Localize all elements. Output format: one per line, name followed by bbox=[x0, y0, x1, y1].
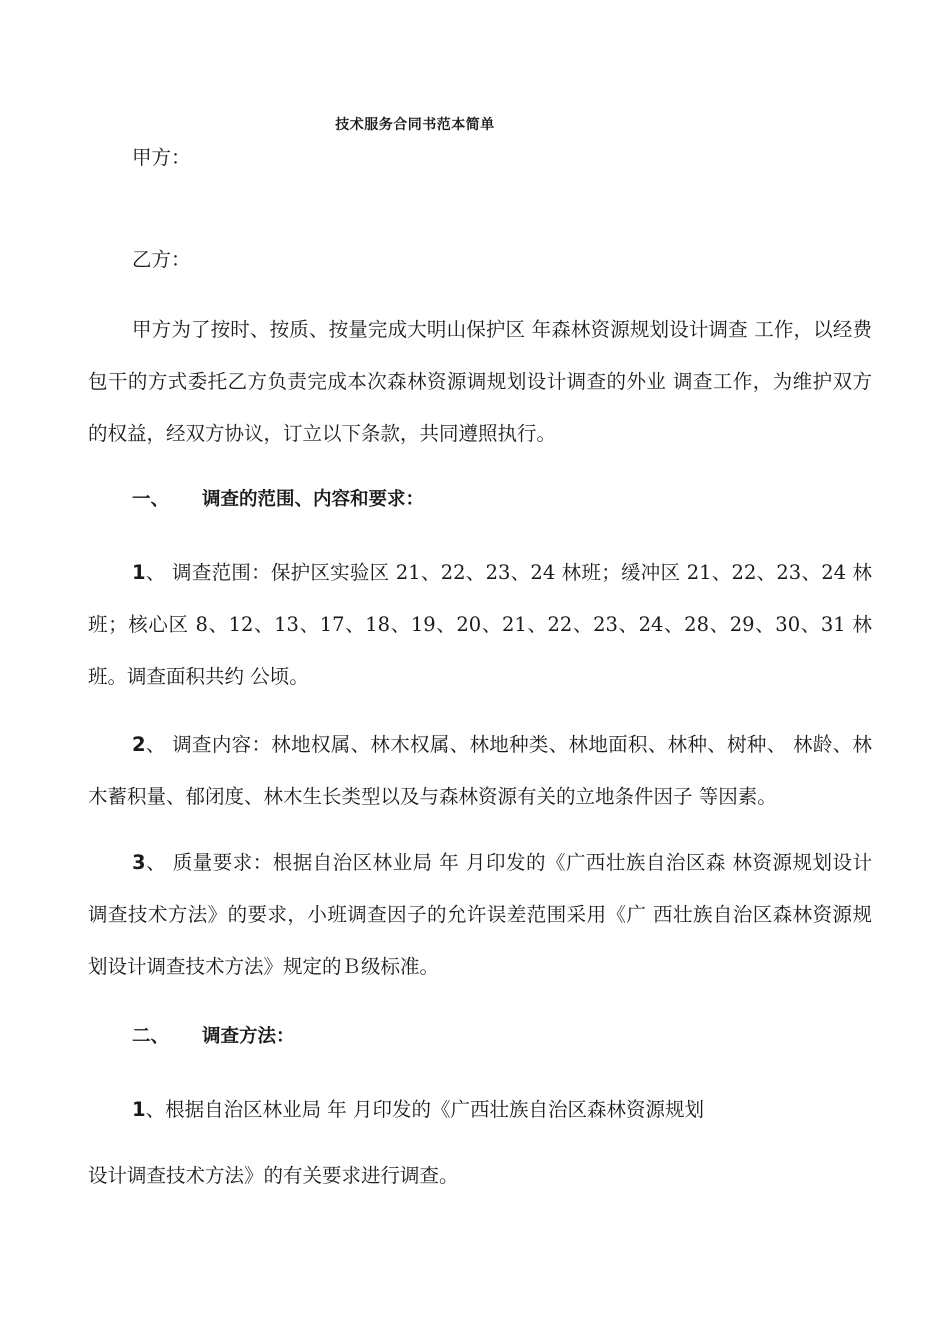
item-3-number: 3 bbox=[132, 851, 146, 874]
item-1-text: 、 调查范围：保护区实验区 21、22、23、24 林班；缓冲区 21、22、23、24 林班；核心区 8、12、13、17、18、19、20、21、22、23、24、28、29、30、31 林班。调查面积共约 公顷。 bbox=[88, 561, 872, 688]
party-a-label: 甲方： bbox=[132, 146, 191, 169]
section-1-title: 调查的范围、内容和要求： bbox=[202, 489, 425, 510]
method-1-line bbox=[132, 1084, 704, 1136]
document-title: 技术服务合同书范本简单 bbox=[335, 117, 495, 133]
method-1-continuation: 设计调查技术方法》的有关要求进行调查。 bbox=[88, 1164, 459, 1187]
item-3-text: 、 质量要求：根据自治区林业局 年 月印发的《广西壮族自治区森 林资源规划设计调查技术方法》的要求，小班调查因子的允许误差范围采用《广 西壮族自治区森林资源规划设计调查技术方法》规定的Ｂ级标准。 bbox=[88, 851, 872, 978]
section-2-heading bbox=[132, 1017, 295, 1057]
item-3-paragraph bbox=[88, 837, 872, 993]
item-1-paragraph bbox=[88, 547, 872, 703]
item-1-number: 1 bbox=[132, 561, 146, 584]
method-1-text: 、根据自治区林业局 年 月印发的《广西壮族自治区森林资源规划 bbox=[145, 1098, 704, 1121]
party-b-label: 乙方： bbox=[132, 248, 191, 271]
intro-paragraph: 甲方为了按时、按质、按量完成大明山保护区 年森林资源规划设计调查 工作，以经费包干的方式委托乙方负责完成本次森林资源调规划设计调查的外业 调查工作，为维护双方的权益，经双方协议，订立以下条款，共同遵照执行。 bbox=[88, 318, 872, 445]
method-1-number: 1 bbox=[132, 1098, 146, 1121]
section-1-number: 一、 bbox=[132, 489, 170, 510]
section-1-heading bbox=[132, 480, 424, 520]
section-2-title: 调查方法： bbox=[202, 1026, 295, 1047]
item-2-number: 2 bbox=[132, 733, 146, 756]
item-2-text: 、 调查内容：林地权属、林木权属、林地种类、林地面积、林种、树种、 林龄、林木蓄积量、郁闭度、林木生长类型以及与森林资源有关的立地条件因子 等因素。 bbox=[88, 733, 872, 808]
item-2-paragraph bbox=[88, 719, 872, 823]
section-2-number: 二、 bbox=[132, 1026, 170, 1047]
